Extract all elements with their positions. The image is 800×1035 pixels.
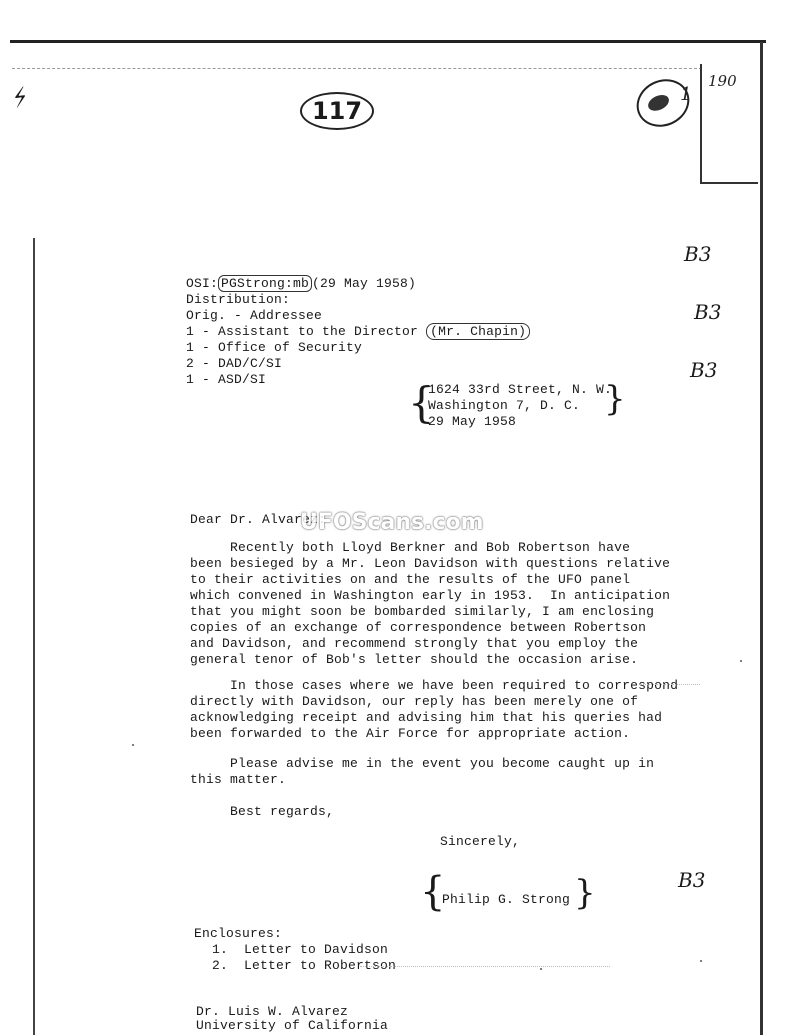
- b3-mark: B3: [678, 868, 706, 892]
- watermark: UFOScans.com: [300, 510, 484, 535]
- redaction-bracket-right: }: [574, 873, 596, 913]
- distribution-line-text: 1 - Assistant to the Director: [186, 324, 419, 339]
- sign-off: Sincerely,: [440, 834, 521, 849]
- scan-border-right: [760, 42, 763, 1035]
- body-line: acknowledging receipt and advising him that his queries had: [190, 710, 663, 725]
- corner-number: 190: [708, 72, 737, 90]
- circle-mark-text: 1: [680, 84, 692, 105]
- scan-noise: [360, 966, 610, 967]
- distribution-line: Orig. - Addressee: [186, 308, 323, 323]
- sender-date: 29 May 1958: [428, 414, 517, 429]
- addressee-name: Dr. Luis W. Alvarez: [196, 1004, 349, 1019]
- distribution-line: 2 - DAD/C/SI: [186, 356, 283, 371]
- body-line: copies of an exchange of correspondence between Robertson: [190, 620, 647, 635]
- scan-noise: [640, 684, 700, 685]
- distribution-line: [186, 324, 530, 339]
- scan-speck: [740, 660, 742, 662]
- osi-ref: OSI:: [186, 276, 219, 291]
- body-line: that you might soon be bombarded similarly, I am enclosing: [190, 604, 655, 619]
- salutation: Dear Dr. Alvarez:: [190, 512, 327, 527]
- closing-regards: Best regards,: [230, 804, 335, 819]
- distribution-line: 1 - ASD/SI: [186, 372, 267, 387]
- body-line: directly with Davidson, our reply has been merely one of: [190, 694, 639, 709]
- b3-mark: B3: [694, 300, 722, 324]
- margin-pen-mark: ⚡: [7, 81, 35, 117]
- body-line: been forwarded to the Air Force for appropriate action.: [190, 726, 631, 741]
- b3-mark: B3: [684, 242, 712, 266]
- body-line: and Davidson, and recommend strongly that you employ the: [190, 636, 639, 651]
- redaction-bracket-left: {: [420, 869, 446, 915]
- redaction-bracket-left: {: [408, 378, 435, 427]
- osi-date: (29 May 1958): [312, 276, 417, 291]
- dashed-rule: [12, 68, 702, 69]
- redaction-bracket-right: }: [604, 379, 626, 419]
- distribution-label: Distribution:: [186, 292, 291, 307]
- sender-city: Washington 7, D. C.: [428, 398, 581, 413]
- body-line: been besieged by a Mr. Leon Davidson with questions relative: [190, 556, 671, 571]
- director-name-redacted: (Mr. Chapin): [426, 323, 530, 340]
- scan-border-top: [10, 40, 766, 43]
- body-line: general tenor of Bob's letter should the occasion arise.: [190, 652, 639, 667]
- enclosures-label: Enclosures:: [194, 926, 283, 941]
- enclosure-item: 2. Letter to Robertson: [212, 958, 397, 973]
- distribution-line: 1 - Office of Security: [186, 340, 363, 355]
- scan-border-left: [33, 238, 35, 1035]
- body-line: Please advise me in the event you become caught up in: [190, 756, 655, 771]
- body-line: this matter.: [190, 772, 287, 787]
- circled-number: 117: [300, 92, 374, 130]
- body-line: which convened in Washington early in 1953. In anticipation: [190, 588, 671, 603]
- b3-mark: B3: [690, 358, 718, 382]
- osi-ref-line: [186, 276, 416, 291]
- enclosure-item: 1. Letter to Davidson: [212, 942, 389, 957]
- body-line: to their activities on and the results of the UFO panel: [190, 572, 631, 587]
- body-line: Recently both Lloyd Berkner and Bob Robertson have: [190, 540, 631, 555]
- scan-speck: [132, 744, 134, 746]
- signature-name: Philip G. Strong: [442, 892, 571, 907]
- sender-street: 1624 33rd Street, N. W.: [428, 382, 613, 397]
- body-line: In those cases where we have been required to correspond: [190, 678, 679, 693]
- osi-initials-redacted: PGStrong:mb: [218, 275, 312, 292]
- addressee-org: University of California: [196, 1018, 389, 1033]
- scan-speck: [700, 960, 702, 962]
- scan-speck: [540, 968, 542, 970]
